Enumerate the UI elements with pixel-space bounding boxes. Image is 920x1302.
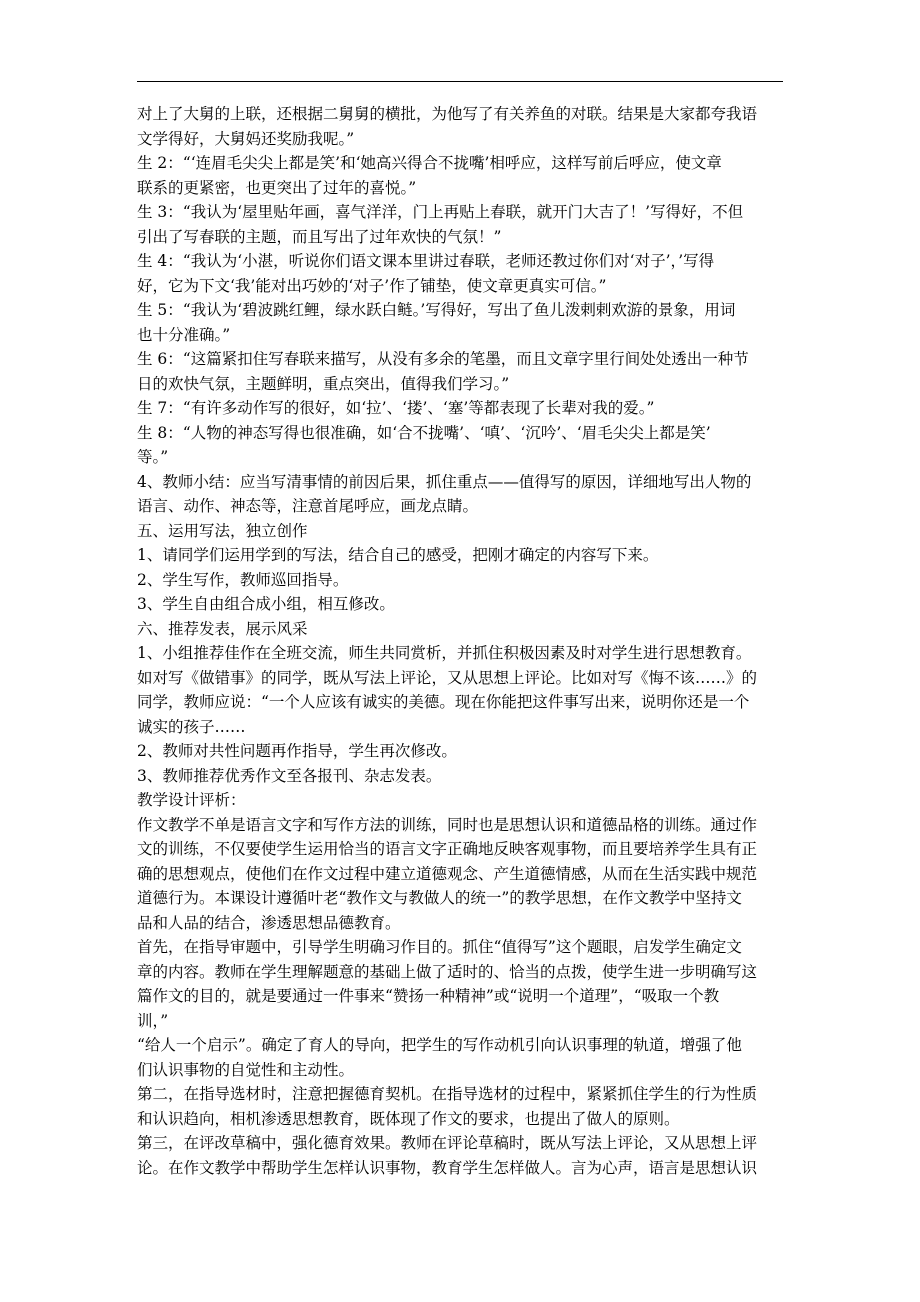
text-line: 联系的更紧密，也更突出了过年的喜悦。” — [137, 178, 417, 197]
text-line: 文学得好，大舅妈还奖励我呢。” — [137, 129, 355, 148]
text-line: 生 6：“这篇紧扣住写春联来描写，从没有多余的笔墨，而且文章字里行间处处透出一种节 — [137, 350, 749, 368]
text-line: 生 4：“我认为‘小湛，听说你们语文课本里讲过春联，老师还教过你们对‘对子’，’写得 — [137, 252, 715, 270]
text-line: 2、教师对共性问题再作指导，学生再次修改。 — [137, 742, 457, 760]
text-line: 和认识趋向，相机渗透思想教育，既体现了作文的要求，也提出了做人的原则。 — [137, 1109, 680, 1128]
text-line: 好，它为下文‘我’能对出巧妙的‘对子’作了铺垫，使文章更真实可信。” — [137, 276, 607, 295]
text-line: 作文教学不单是语言文字和写作方法的训练，同时也是思想认识和道德品格的训练。通过作 — [137, 815, 758, 834]
text-line: 训，” — [137, 1011, 169, 1030]
text-line: 1、小组推荐佳作在全班交流，师生共同赏析，并抓住积极因素及时对学生进行思想教育。 — [137, 644, 752, 662]
text-line: 语言、动作、神态等，注意首尾呼应，画龙点睛。 — [137, 497, 479, 515]
text-line: 4、教师小结：应当写清事情的前因后果，抓住重点——值得写的原因，详细地写出人物的 — [137, 472, 752, 491]
text-line: 道德行为。本课设计遵循叶老“教作文与教做人的统一”的教学思想，在作文教学中坚持文 — [137, 889, 742, 907]
text-line: 诚实的孩子…… — [137, 717, 246, 736]
header-rule — [137, 81, 783, 82]
text-line: 同学，教师应说：“一个人应该有诚实的美德。现在你能把这件事写出来，说明你还是一个 — [137, 693, 750, 711]
text-line: 等。” — [137, 448, 169, 466]
text-line: “给人一个启示”。确定了育人的导向，把学生的写作动机引向认识事理的轨道，增强了他 — [137, 1036, 742, 1054]
text-line: 章的内容。教师在学生理解题意的基础上做了适时的、恰当的点拨，使学生进一步明确写这 — [137, 962, 758, 981]
text-line: 生 8：“人物的神态写得也很准确，如‘合不拢嘴’、‘嗔’、‘沉吟’、‘眉毛尖尖上都是笑’ — [137, 423, 711, 442]
text-line: 生 7：“有许多动作写的很好，如‘拉’、‘搂’、‘塞’等都表现了长辈对我的爱。” — [137, 399, 655, 417]
text-line: 也十分准确。” — [137, 325, 231, 344]
text-line: 篇作文的目的，就是要通过一件事来“赞扬一种精神”或“说明一个道理”，“吸取一个教 — [137, 987, 720, 1005]
text-line: 1、请同学们运用学到的写法，结合自己的感受，把刚才确定的内容写下来。 — [137, 546, 659, 564]
text-line: 如对写《做错事》的同学，既从写法上评论，又从思想上评论。比如对写《悔不该……》的 — [137, 668, 758, 687]
text-line: 2、学生写作，教师巡回指导。 — [137, 570, 349, 589]
text-line: 文的训练，不仅要使学生运用恰当的语言文字正确地反映客观事物，而且要培养学生具有正 — [137, 840, 758, 858]
text-line: 生 5：“我认为‘碧波跳红鲤，绿水跃白鲢。’写得好，写出了鱼儿泼剌剌欢游的景象，用词 — [137, 301, 736, 319]
text-line: 第二，在指导选材时，注意把握德育契机。在指导选材的过程中，紧紧抓住学生的行为性质 — [137, 1085, 758, 1103]
text-line: 生 2：“‘连眉毛尖尖上都是笑’和‘她高兴得合不拢嘴’相呼应，这样写前后呼应，使文章 — [137, 154, 722, 172]
text-line: 引出了写春联的主题，而且写出了过年欢快的气氛！” — [137, 227, 502, 246]
section-heading: 教学设计评析： — [137, 791, 246, 809]
text-line: 生 3：“我认为‘屋里贴年画，喜气洋洋，门上再贴上春联，就开门大吉了！’写得好，不但 — [137, 203, 744, 221]
text-line: 品和人品的结合，渗透思想品德教育。 — [137, 913, 401, 932]
document-body — [137, 102, 787, 1180]
text-line: 对上了大舅的上联，还根据二舅舅的横批，为他写了有关养鱼的对联。结果是大家都夸我语 — [137, 105, 758, 123]
text-line: 们认识事物的自觉性和主动性。 — [137, 1060, 355, 1079]
text-line: 确的思想观点，使他们在作文过程中建立道德观念、产生道德情感，从而在生活实践中规范 — [137, 864, 758, 883]
section-heading: 六、推荐发表，展示风采 — [137, 619, 308, 638]
section-heading: 五、运用写法，独立创作 — [137, 521, 308, 540]
text-line: 3、学生自由组合成小组，相互修改。 — [137, 595, 395, 613]
text-line: 首先，在指导审题中，引导学生明确习作目的。抓住“值得写”这个题眼，启发学生确定文 — [137, 938, 742, 956]
text-line: 日的欢快气氛，主题鲜明，重点突出，值得我们学习。” — [137, 374, 510, 393]
text-line: 第三，在评改草稿中，强化德育效果。教师在评论草稿时，既从写法上评论，又从思想上评 — [137, 1134, 758, 1152]
text-line: 3、教师推荐优秀作文至各报刊、杂志发表。 — [137, 766, 442, 785]
text-line: 论。在作文教学中帮助学生怎样认识事物，教育学生怎样做人。言为心声，语言是思想认识 — [137, 1158, 758, 1177]
